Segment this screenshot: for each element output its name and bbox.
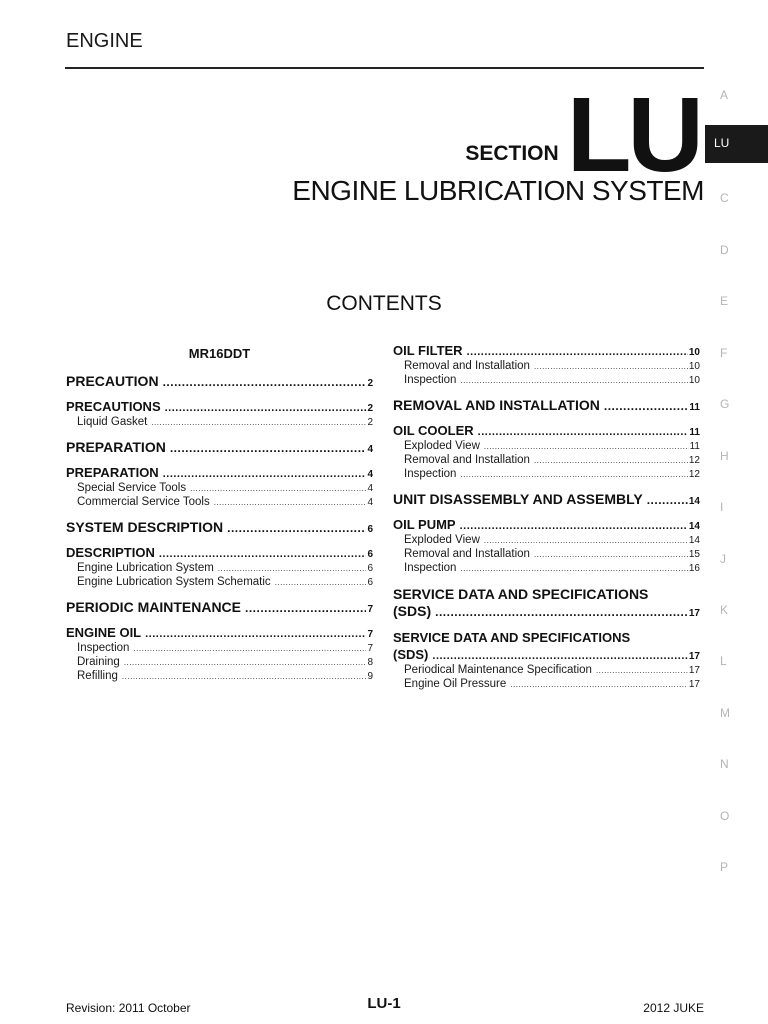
- toc-entry-preparation[interactable]: PREPARATION ..... 4: [66, 465, 373, 480]
- toc-entry-special-service-tools[interactable]: Special Service Tools ..... 4: [66, 482, 373, 494]
- toc-entry-oil-filter-removal[interactable]: Removal and Installation ..... 10: [393, 360, 700, 372]
- toc-entry-title-line1: SERVICE DATA AND SPECIFICATIONS: [393, 630, 631, 645]
- toc-entry-service-data-section[interactable]: SERVICE DATA AND SPECIFICATIONS (SDS) ..... 17: [393, 585, 700, 619]
- side-tab-k[interactable]: K: [720, 603, 729, 617]
- toc-entry-engine-lubrication-system[interactable]: Engine Lubrication System ..... 6: [66, 562, 373, 574]
- side-tab-d[interactable]: D: [720, 243, 729, 257]
- toc-entry-oil-filter-inspection[interactable]: Inspection ..... 10: [393, 374, 700, 386]
- section-heading: [465, 76, 700, 194]
- side-tab-i[interactable]: I: [720, 500, 724, 514]
- side-tab-lu[interactable]: LU: [705, 125, 768, 163]
- toc-entry-service-data[interactable]: SERVICE DATA AND SPECIFICATIONS (SDS) ..... 17: [393, 629, 700, 662]
- section-name: ENGINE LUBRICATION SYSTEM: [292, 175, 704, 206]
- toc-entry-system-description[interactable]: SYSTEM DESCRIPTION ..... 6: [66, 519, 373, 535]
- header-title: ENGINE: [66, 30, 143, 52]
- toc-entry-unit-disassembly-and-assembly[interactable]: UNIT DISASSEMBLY AND ASSEMBLY ..... 14: [393, 491, 700, 507]
- toc-entry-title-line1: SERVICE DATA AND SPECIFICATIONS: [393, 586, 649, 602]
- side-tab-g[interactable]: G: [720, 397, 730, 411]
- toc-entry-precautions[interactable]: PRECAUTIONS ..... 2: [66, 399, 373, 414]
- model-heading: MR16DDT: [188, 346, 251, 361]
- toc-entry-engine-oil-inspection[interactable]: Inspection ..... 7: [66, 642, 373, 654]
- side-tab-f[interactable]: F: [720, 346, 728, 360]
- toc-left-column: [66, 340, 373, 682]
- toc-entry-removal-and-installation[interactable]: REMOVAL AND INSTALLATION ..... 11: [393, 397, 700, 413]
- toc-entry-commercial-service-tools[interactable]: Commercial Service Tools ..... 4: [66, 496, 373, 508]
- side-tab-j[interactable]: J: [720, 552, 726, 566]
- toc-entry-oil-pump-inspection[interactable]: Inspection ..... 16: [393, 562, 700, 574]
- side-tab-m[interactable]: M: [720, 706, 730, 720]
- toc-entry-oil-pump[interactable]: OIL PUMP ..... 14: [393, 517, 700, 532]
- toc-entry-engine-oil-pressure[interactable]: Engine Oil Pressure ..... 17: [393, 678, 700, 690]
- footer-model: 2012 JUKE: [643, 1001, 704, 1015]
- side-tab-a[interactable]: A: [720, 88, 729, 102]
- toc-entry-oil-cooler[interactable]: OIL COOLER ..... 11: [393, 423, 700, 438]
- contents-title: CONTENTS: [326, 292, 442, 315]
- side-tab-h[interactable]: H: [720, 449, 729, 463]
- toc-entry-oil-pump-removal[interactable]: Removal and Installation ..... 15: [393, 548, 700, 560]
- toc-entry-engine-oil[interactable]: ENGINE OIL ..... 7: [66, 625, 373, 640]
- toc-entry-description[interactable]: DESCRIPTION ..... 6: [66, 545, 373, 560]
- section-label: SECTION: [465, 142, 559, 165]
- side-tab-p[interactable]: P: [720, 860, 729, 874]
- footer-page-number: LU-1: [367, 995, 401, 1012]
- side-tab-n[interactable]: N: [720, 757, 729, 771]
- toc-entry-draining[interactable]: Draining ..... 8: [66, 656, 373, 668]
- toc-entry-periodical-maintenance-specification[interactable]: Periodical Maintenance Specification ..... 17: [393, 664, 700, 676]
- toc-entry-refilling[interactable]: Refilling ..... 9: [66, 670, 373, 682]
- toc-entry-oil-cooler-removal[interactable]: Removal and Installation ..... 12: [393, 454, 700, 466]
- toc-entry-oil-filter[interactable]: OIL FILTER ..... 10: [393, 343, 700, 358]
- toc-entry-precaution[interactable]: PRECAUTION ..... 2: [66, 373, 373, 389]
- toc-entry-oil-cooler-exploded-view[interactable]: Exploded View ..... 11: [393, 440, 700, 452]
- section-code: LU: [566, 76, 700, 194]
- toc-entry-liquid-gasket[interactable]: Liquid Gasket ..... 2: [66, 416, 373, 428]
- side-tab-e[interactable]: E: [720, 294, 729, 308]
- footer-revision: Revision: 2011 October: [66, 1001, 191, 1015]
- toc-entry-engine-lubrication-system-schematic[interactable]: Engine Lubrication System Schematic ..... 6: [66, 576, 373, 588]
- toc-entry-preparation-section[interactable]: PREPARATION ..... 4: [66, 439, 373, 455]
- side-tab-c[interactable]: C: [720, 191, 729, 205]
- toc-entry-oil-cooler-inspection[interactable]: Inspection ..... 12: [393, 468, 700, 480]
- header-rule: [65, 67, 704, 69]
- toc-entry-oil-pump-exploded-view[interactable]: Exploded View ..... 14: [393, 534, 700, 546]
- side-tab-o[interactable]: O: [720, 809, 730, 823]
- side-tab-l[interactable]: L: [720, 654, 727, 668]
- toc-right-column: [393, 340, 700, 690]
- toc-entry-periodic-maintenance[interactable]: PERIODIC MAINTENANCE ..... 7: [66, 599, 373, 615]
